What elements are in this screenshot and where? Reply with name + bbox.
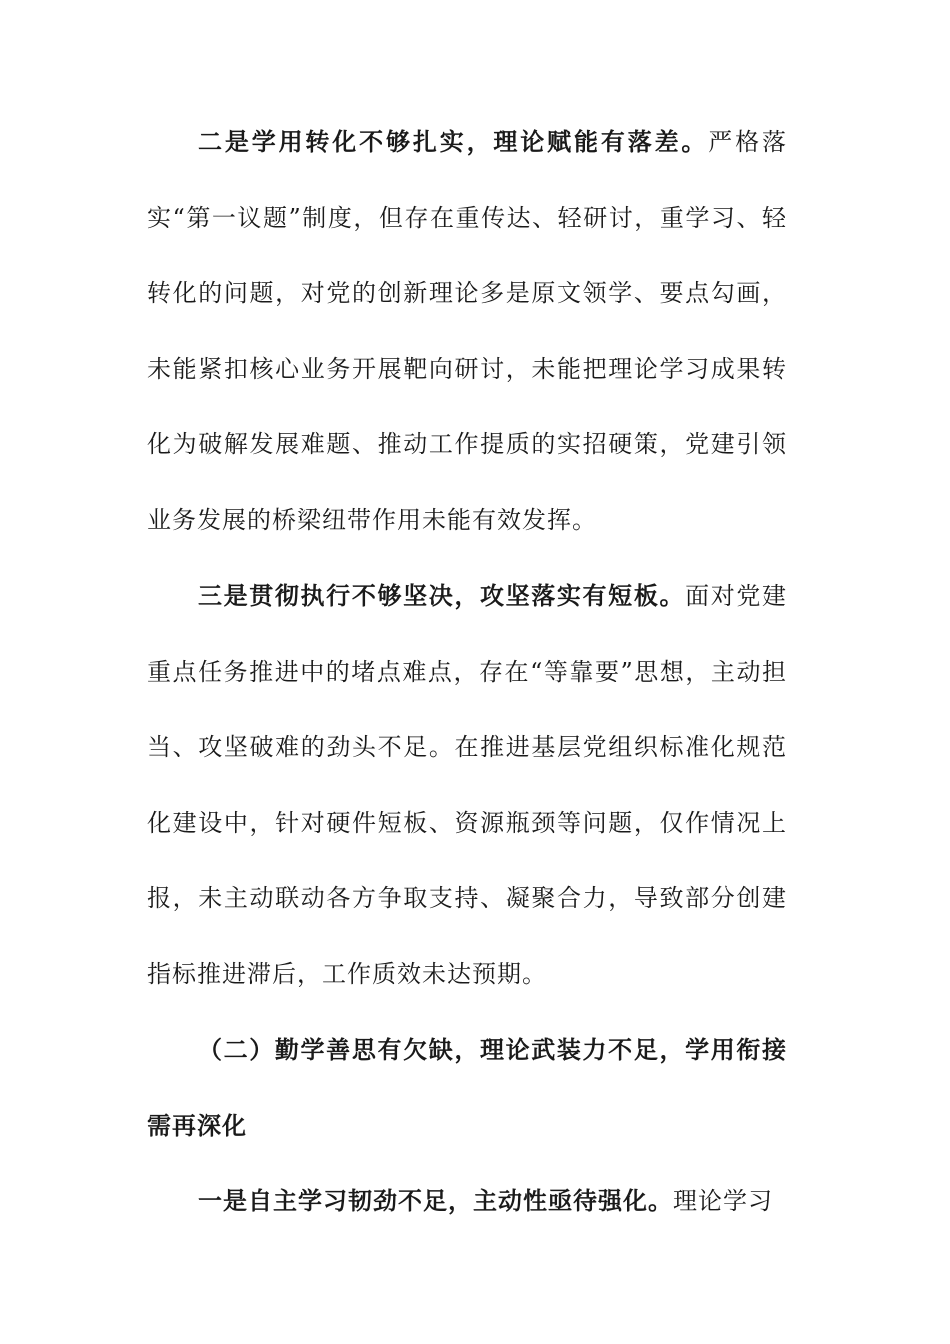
paragraph-1-lead: 二是学用转化不够扎实，理论赋能有落差。 (198, 127, 709, 156)
paragraph-3 (147, 1163, 787, 1240)
paragraph-2 (147, 558, 787, 1012)
document-body (147, 104, 787, 1240)
paragraph-1 (147, 104, 787, 558)
paragraph-2-body: 面对党建重点任务推进中的堵点难点，存在“等靠要”思想，主动担当、攻坚破难的劲头不足。在推进基层党组织标准化规范化建设中，针对硬件短板、资源瓶颈等问题，仅作情况上报，未主动联动各方争取支持、凝聚合力，导致部分创建指标推进滞后，工作质效未达预期。 (147, 582, 788, 988)
paragraph-2-lead: 三是贯彻执行不够坚决，攻坚落实有短板。 (198, 581, 686, 610)
paragraph-1-body: 严格落实“第一议题”制度，但存在重传达、轻研讨，重学习、轻转化的问题，对党的创新理论多是原文领学、要点勾画，未能紧扣核心业务开展靶向研讨，未能把理论学习成果转化为破解发展难题、推动工作提质的实招硬策，党建引领业务发展的桥梁纽带作用未能有效发挥。 (147, 128, 788, 534)
section-heading: （二）勤学善思有欠缺，理论武装力不足，学用衔接需再深化 (147, 1035, 787, 1140)
paragraph-3-body: 理论学习 (673, 1187, 773, 1215)
paragraph-3-lead: 一是自主学习韧劲不足，主动性亟待强化。 (198, 1186, 673, 1215)
